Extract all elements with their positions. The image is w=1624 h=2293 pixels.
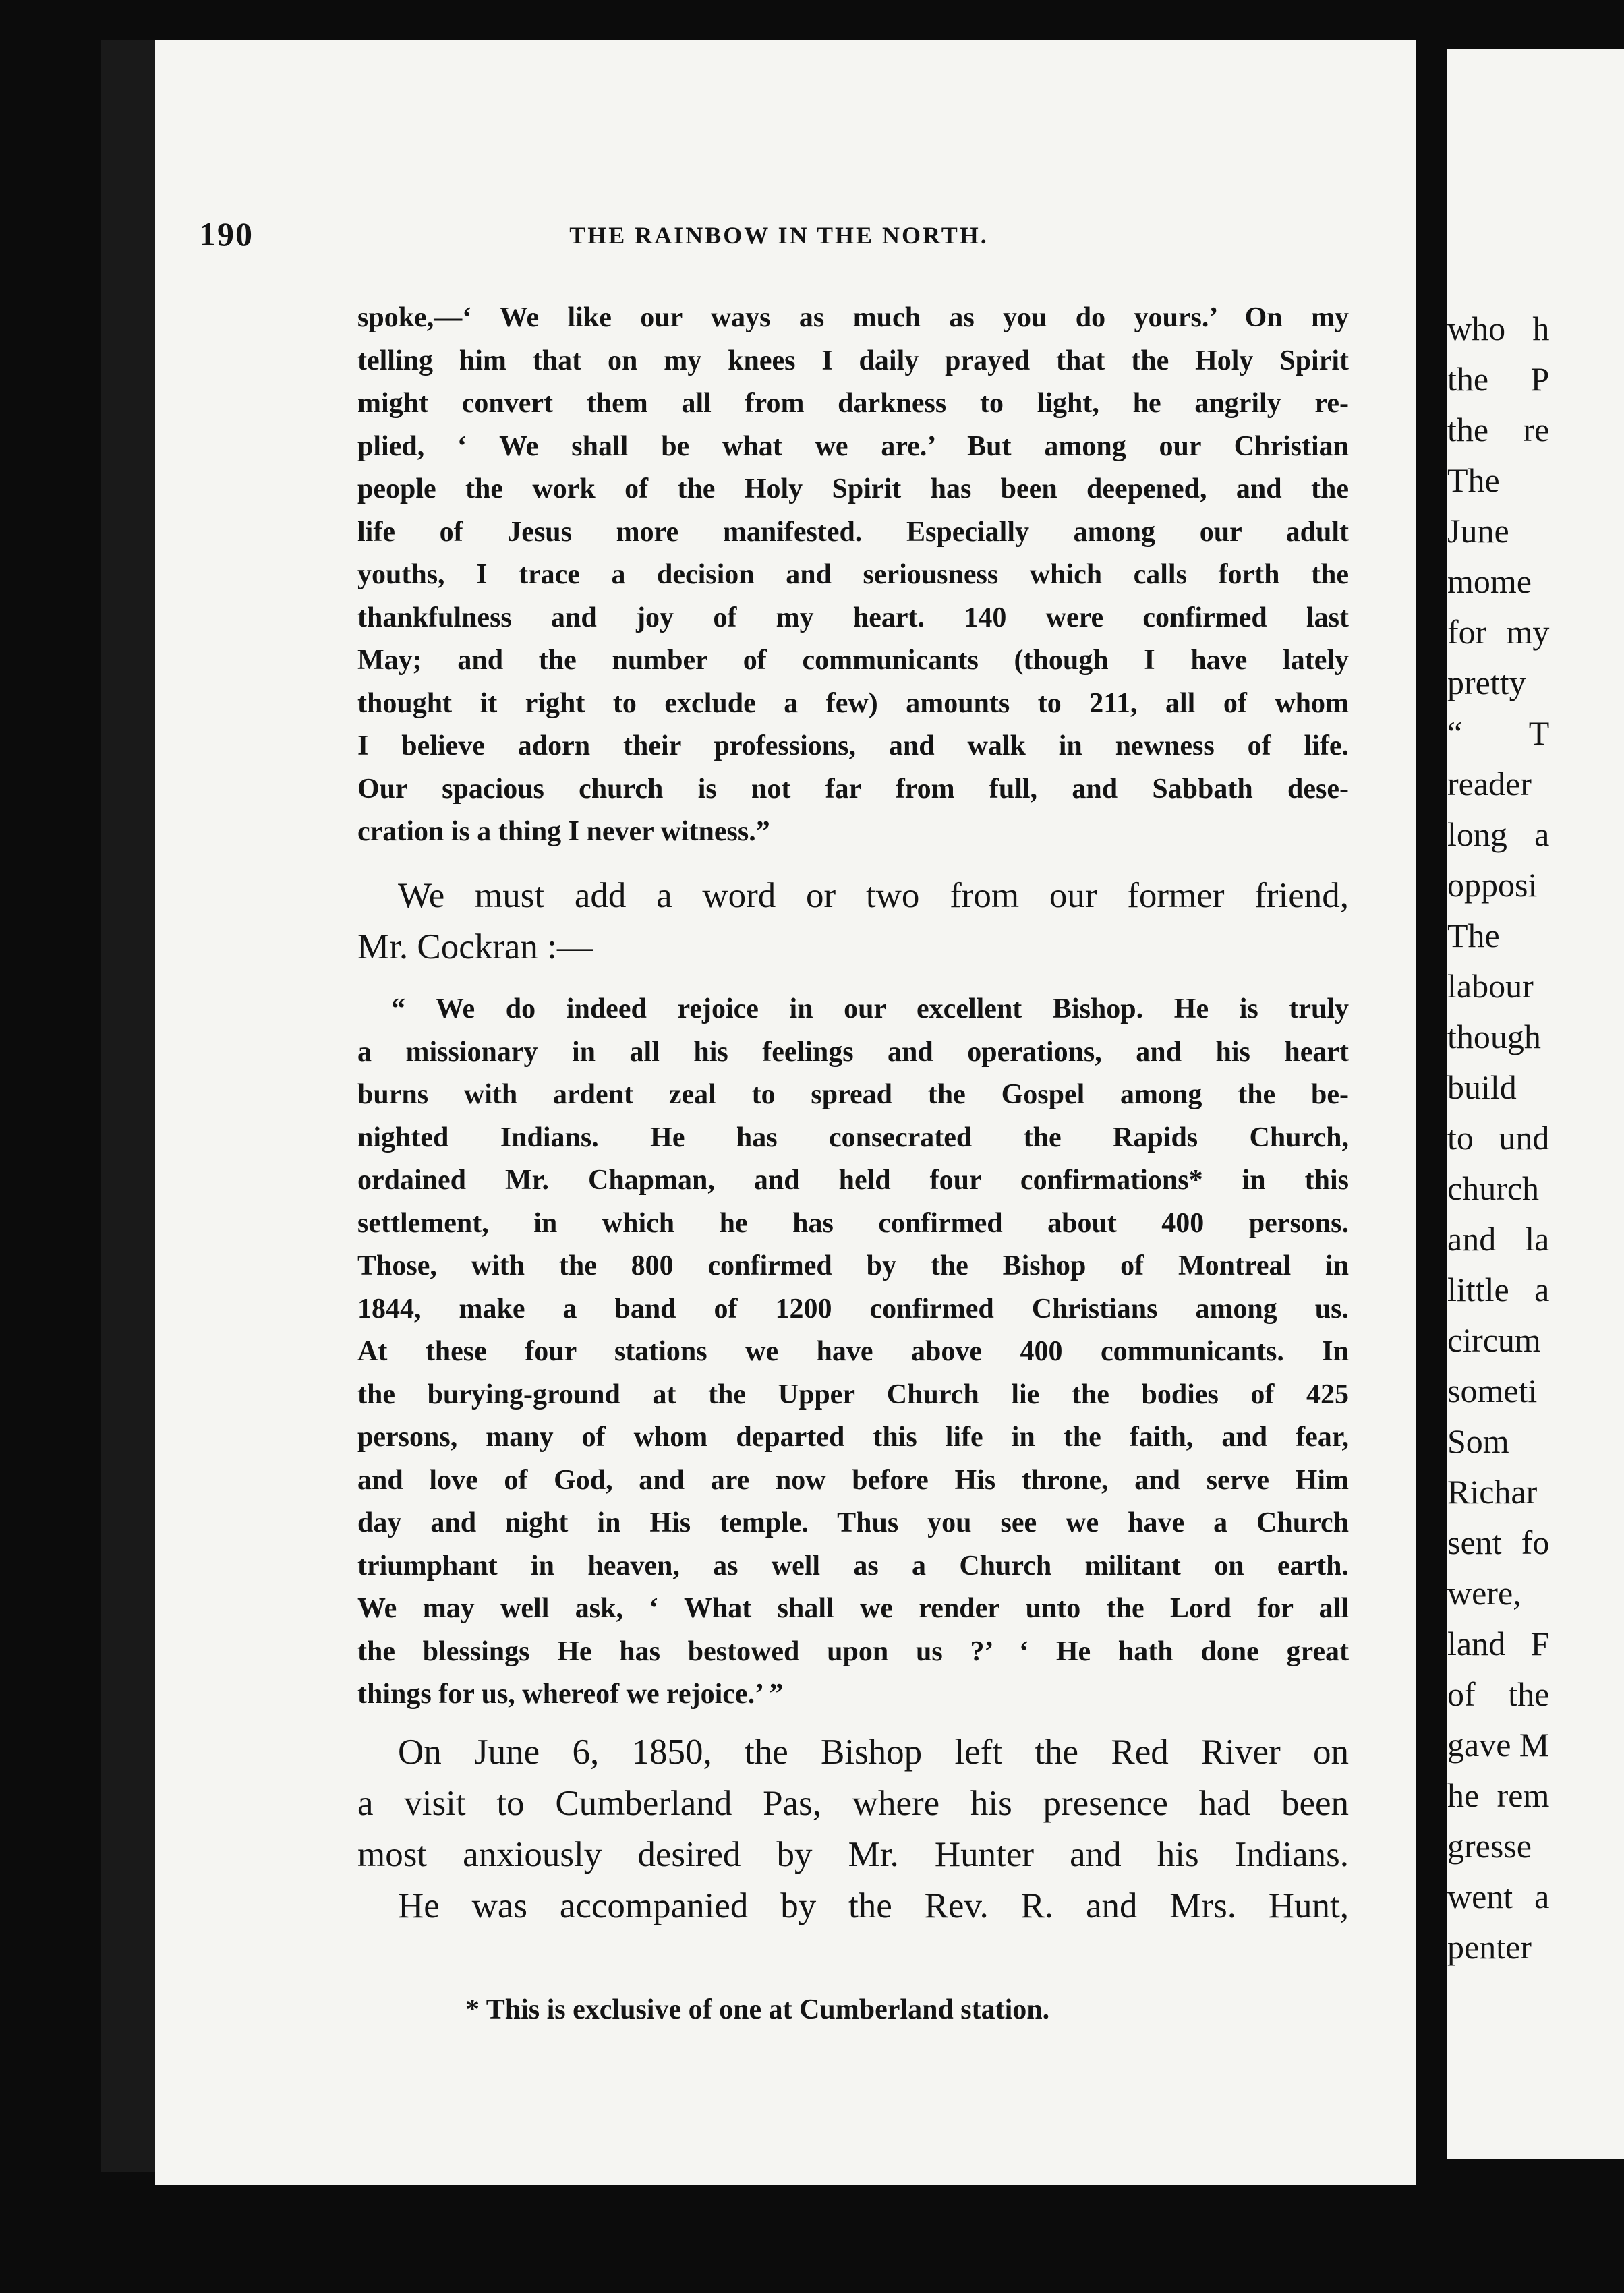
text-line: for my (1447, 613, 1550, 651)
next-page-text (1447, 303, 1549, 1973)
text-line: I believe adorn their professions, and walk in newness of life. (357, 730, 1349, 761)
book-page-right (1447, 49, 1624, 2159)
text-line: thought it right to exclude a few) amounts to 211, all of whom (357, 687, 1349, 719)
text-line: June (1447, 512, 1509, 550)
text-line: thankfulness and joy of my heart. 140 were confirmed last (357, 602, 1349, 633)
page-number: 190 (199, 215, 254, 253)
text-line: Mr. Cockran :— (357, 927, 593, 966)
text-line: “ T (1447, 714, 1550, 752)
text-line: to und (1447, 1119, 1550, 1157)
text-line: persons, many of whom departed this life in the faith, and fear, (357, 1422, 1349, 1453)
text-line: labour (1447, 967, 1534, 1005)
text-line: youths, I trace a decision and seriousness which calls forth the (357, 559, 1349, 590)
text-line: triumphant in heaven, as well as a Church militant on earth. (357, 1550, 1349, 1581)
text-line: day and night in His temple. Thus you see we have a Church (357, 1507, 1349, 1538)
text-line: someti (1447, 1372, 1538, 1410)
text-line: He was accompanied by the Rev. R. and Mrs. Hunt, (398, 1886, 1349, 1925)
text-line: Those, with the 800 confirmed by the Bishop of Montreal in (357, 1250, 1349, 1281)
text-line: who h (1447, 310, 1550, 347)
text-line: We may well ask, ‘ What shall we render unto the Lord for all (357, 1593, 1349, 1624)
text-line: penter (1447, 1928, 1532, 1966)
text-line: We must add a word or two from our former friend, (398, 876, 1349, 915)
text-line: 1844, make a band of 1200 confirmed Christians among us. (357, 1293, 1349, 1325)
text-line: nighted Indians. He has consecrated the Rapids Church, (357, 1122, 1349, 1153)
text-line: the P (1447, 360, 1550, 398)
text-line: gresse (1447, 1827, 1532, 1865)
text-line: Richar (1447, 1473, 1538, 1511)
text-line: and love of God, and are now before His throne, and serve Him (357, 1464, 1349, 1496)
text-line: might convert them all from darkness to light, he angrily re- (357, 388, 1349, 419)
text-line: little a (1447, 1271, 1550, 1308)
running-title: THE RAINBOW IN THE NORTH. (569, 222, 989, 249)
page-header (199, 214, 1359, 255)
text-line: of the (1447, 1675, 1550, 1713)
text-line: “ We do indeed rejoice in our excellent Bishop. He is truly (391, 993, 1349, 1024)
text-line: Our spacious church is not far from full, and Sabbath dese- (357, 773, 1349, 805)
text-line: church (1447, 1169, 1540, 1207)
text-line: though (1447, 1018, 1541, 1055)
text-line: went a (1447, 1878, 1550, 1915)
book-spine (101, 40, 159, 2172)
text-line: telling him that on my knees I daily prayed that the Holy Spirit (357, 345, 1349, 376)
text-line: gave M (1447, 1726, 1550, 1764)
text-line: cration is a thing I never witness.” (357, 816, 770, 847)
text-line: a visit to Cumberland Pas, where his presence had been (357, 1784, 1349, 1823)
text-line: and la (1447, 1220, 1550, 1258)
text-line: opposi (1447, 866, 1538, 904)
text-line: On June 6, 1850, the Bishop left the Red River on (398, 1733, 1349, 1772)
text-line: a missionary in all his feelings and operations, and his heart (357, 1036, 1349, 1068)
text-line: life of Jesus more manifested. Especially among our adult (357, 516, 1349, 548)
text-line: circum (1447, 1321, 1541, 1359)
text-line: Som (1447, 1422, 1509, 1460)
text-line: he rem (1447, 1776, 1550, 1814)
text-line: The (1447, 917, 1500, 954)
text-line: things for us, whereof we rejoice.’ ” (357, 1679, 784, 1710)
text-line: sent fo (1447, 1523, 1550, 1561)
text-line: settlement, in which he has confirmed about 400 persons. (357, 1207, 1349, 1239)
text-line: mome (1447, 562, 1532, 600)
quote-block-1 (357, 297, 1349, 854)
text-line: long a (1447, 815, 1550, 853)
text-line: build (1447, 1068, 1517, 1106)
text-line: land F (1447, 1625, 1550, 1662)
text-line: the burying-ground at the Upper Church lie the bodies of 425 (357, 1378, 1349, 1410)
text-line: most anxiously desired by Mr. Hunter and his Indians. (357, 1835, 1349, 1874)
text-line: reader (1447, 765, 1532, 803)
text-line: people the work of the Holy Spirit has been deepened, and the (357, 473, 1349, 504)
text-line: plied, ‘ We shall be what we are.’ But among our Christian (357, 430, 1349, 462)
text-line: At these four stations we have above 400 communicants. In (357, 1336, 1349, 1367)
paragraph-1 (357, 870, 1349, 973)
text-line: May; and the number of communicants (though I have lately (357, 645, 1349, 676)
text-line: the blessings He has bestowed upon us ?’ ‘ He hath done great (357, 1635, 1349, 1667)
quote-block-2 (357, 988, 1349, 1716)
text-line: burns with ardent zeal to spread the Gospel among the be- (357, 1079, 1349, 1110)
text-line: The (1447, 461, 1500, 499)
text-line: pretty (1447, 664, 1526, 701)
paragraph-2 (357, 1726, 1349, 1932)
footnote: * This is exclusive of one at Cumberland station. (465, 1994, 1050, 2025)
text-line: the re (1447, 411, 1550, 448)
text-line: ordained Mr. Chapman, and held four confirmations* in this (357, 1165, 1349, 1196)
text-line: were, (1447, 1574, 1521, 1612)
text-line: spoke,—‘ We like our ways as much as you do yours.’ On my (357, 302, 1349, 333)
